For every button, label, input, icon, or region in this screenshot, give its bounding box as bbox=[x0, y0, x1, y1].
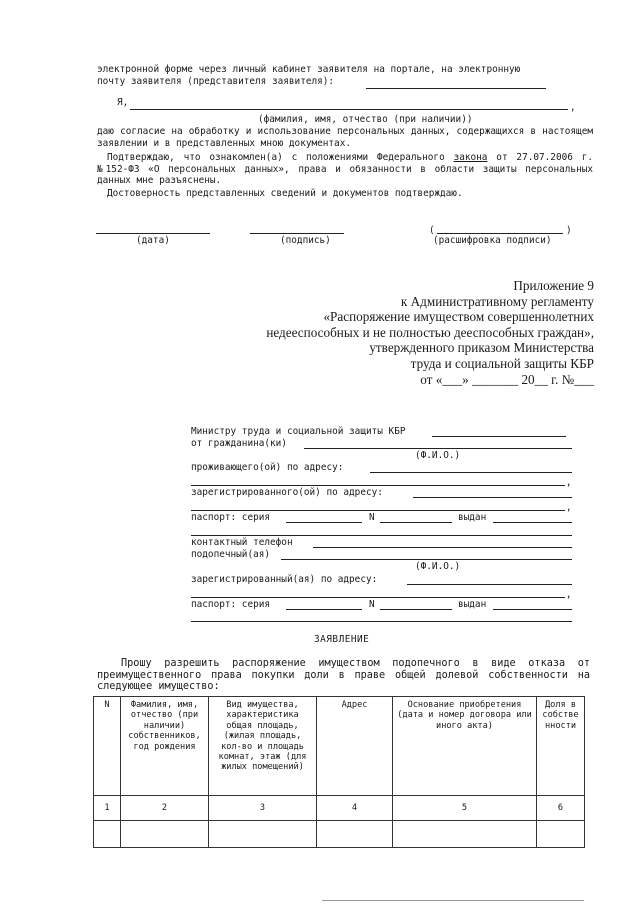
ward-registered-blank-2 bbox=[191, 597, 565, 598]
passport-series-blank bbox=[286, 522, 362, 523]
confirm-prefix: Подтверждаю, что ознакомлен(а) с положениями Федерального bbox=[107, 152, 454, 163]
date-caption: (дата) bbox=[136, 235, 170, 246]
header-cell-acquisition-basis: Основание приобретения (дата и номер договора или иного акта) bbox=[393, 697, 537, 796]
number-cell: 4 bbox=[317, 796, 393, 821]
intro-line-1: электронной форме через личный кабинет заявителя на портале, на электронную bbox=[97, 64, 521, 75]
ward-passport-number-label: N bbox=[369, 599, 375, 610]
registered-blank-line-1 bbox=[413, 497, 572, 498]
statement-body: Прошу разрешить распоряжение имуществом подопечного в виде отказа от преимущественного права покупки доли в праве общей долевой собственности на следующее имущество: bbox=[97, 658, 590, 692]
intro-line-2: почту заявителя (представителя заявителя): bbox=[97, 76, 335, 87]
number-cell: 5 bbox=[393, 796, 537, 821]
appendix-line-1: Приложение 9 bbox=[513, 278, 594, 293]
passport-series-label: паспорт: серия bbox=[191, 512, 271, 523]
ward-label: подопечный(ая) bbox=[191, 549, 271, 560]
table-row bbox=[94, 821, 585, 848]
email-blank-line bbox=[366, 88, 546, 89]
ward-registered-blank-1 bbox=[407, 584, 572, 585]
appendix-line-2: к Административному регламенту bbox=[400, 293, 594, 309]
property-table bbox=[93, 696, 585, 848]
empty-cell bbox=[209, 821, 317, 848]
decoding-paren-close: ) bbox=[566, 225, 572, 236]
decoding-paren-open: ( bbox=[429, 225, 435, 236]
registered-label: зарегистрированного(ой) по адресу: bbox=[191, 487, 383, 498]
decoding-caption: (расшифровка подписи) bbox=[433, 235, 552, 246]
appendix-line-6: труда и социальной защиты КБР bbox=[410, 355, 594, 371]
citizen-fio-caption: (Ф.И.О.) bbox=[415, 450, 461, 461]
table-row bbox=[94, 796, 585, 821]
table-header-row bbox=[94, 697, 585, 796]
appendix-line-7: от «___» _______ 20__ г. №___ bbox=[420, 371, 594, 387]
passport-issued-blank-1 bbox=[493, 522, 572, 523]
ward-passport-series-label: паспорт: серия bbox=[191, 599, 271, 610]
registered-blank-line-2 bbox=[191, 510, 565, 511]
phone-blank-line bbox=[313, 547, 572, 548]
federal-law-link[interactable]: закона bbox=[453, 152, 488, 163]
signature-caption: (подпись) bbox=[280, 235, 331, 246]
header-cell-property-type: Вид имущества, характеристика общая площадь, (жилая площадь, кол-во и площадь комнат, этаж (для жилых помещений) bbox=[209, 697, 317, 796]
consent-paragraph: даю согласие на обработку и использование персональных данных, содержащихся в настоящем заявлении и в представленных мною документах. bbox=[97, 126, 593, 149]
decoding-blank-line bbox=[437, 233, 563, 234]
fio-blank-line bbox=[130, 109, 568, 110]
header-cell-address: Адрес bbox=[317, 697, 393, 796]
signature-blank-line bbox=[250, 233, 344, 234]
ward-passport-issued-blank-1 bbox=[493, 609, 572, 610]
passport-number-blank bbox=[380, 522, 452, 523]
number-cell: 3 bbox=[209, 796, 317, 821]
ward-passport-number-blank bbox=[380, 609, 452, 610]
header-cell-owners: Фамилия, имя, отчество (при наличии) собственников, год рождения bbox=[121, 697, 209, 796]
number-cell: 6 bbox=[537, 796, 585, 821]
ward-passport-issued-blank-2 bbox=[191, 621, 572, 622]
empty-cell bbox=[317, 821, 393, 848]
phone-label: контактный телефон bbox=[191, 537, 293, 548]
confirm-suffix: от 27.07.2006 г. №152-ФЗ «О персональных данных», права и обязанности в области защиты персональных данных мне разъяснены. bbox=[97, 152, 594, 186]
ward-fio-blank-line bbox=[281, 559, 572, 560]
statement-title: ЗАЯВЛЕНИЕ bbox=[314, 634, 370, 645]
residing-blank-line-1 bbox=[370, 472, 572, 473]
passport-issued-blank-2 bbox=[191, 535, 572, 536]
fio-comma: , bbox=[570, 102, 576, 113]
appendix-header bbox=[234, 278, 594, 387]
registered-comma: , bbox=[566, 502, 572, 513]
page-bottom-rule bbox=[322, 900, 584, 901]
ward-registered-comma: , bbox=[566, 589, 572, 600]
fio-caption: (фамилия, имя, отчество (при наличии)) bbox=[258, 114, 473, 125]
date-blank-line bbox=[96, 233, 210, 234]
residing-label: проживающего(ой) по адресу: bbox=[191, 462, 344, 473]
appendix-line-4: недееспособных и не полностью дееспособных граждан», bbox=[266, 324, 594, 340]
number-cell: 2 bbox=[121, 796, 209, 821]
confirm-paragraph bbox=[97, 152, 593, 187]
passport-number-label: N bbox=[369, 512, 375, 523]
minister-blank-line bbox=[432, 436, 566, 437]
ward-registered-label: зарегистрированный(ая) по адресу: bbox=[191, 574, 378, 585]
empty-cell bbox=[94, 821, 121, 848]
header-cell-number: N bbox=[94, 697, 121, 796]
ward-passport-issued-label: выдан bbox=[458, 599, 487, 610]
empty-cell bbox=[537, 821, 585, 848]
appendix-line-5: утвержденного приказом Министерства bbox=[369, 340, 594, 356]
ya-prefix: Я, bbox=[117, 97, 129, 108]
appendix-line-3: «Распоряжение имуществом совершеннолетних bbox=[323, 309, 594, 325]
ward-passport-series-blank bbox=[286, 609, 362, 610]
citizen-fio-blank-line bbox=[304, 448, 572, 449]
residing-comma: , bbox=[566, 477, 572, 488]
residing-blank-line-2 bbox=[191, 485, 565, 486]
reliability-statement: Достоверность представленных сведений и документов подтверждаю. bbox=[107, 188, 463, 199]
header-cell-share: Доля в собстве нности bbox=[537, 697, 585, 796]
ward-fio-caption: (Ф.И.О.) bbox=[415, 561, 461, 572]
empty-cell bbox=[393, 821, 537, 848]
minister-line: Министру труда и социальной защиты КБР bbox=[191, 426, 406, 437]
passport-issued-label: выдан bbox=[458, 512, 487, 523]
number-cell: 1 bbox=[94, 796, 121, 821]
empty-cell bbox=[121, 821, 209, 848]
from-citizen-label: от гражданина(ки) bbox=[191, 438, 287, 449]
